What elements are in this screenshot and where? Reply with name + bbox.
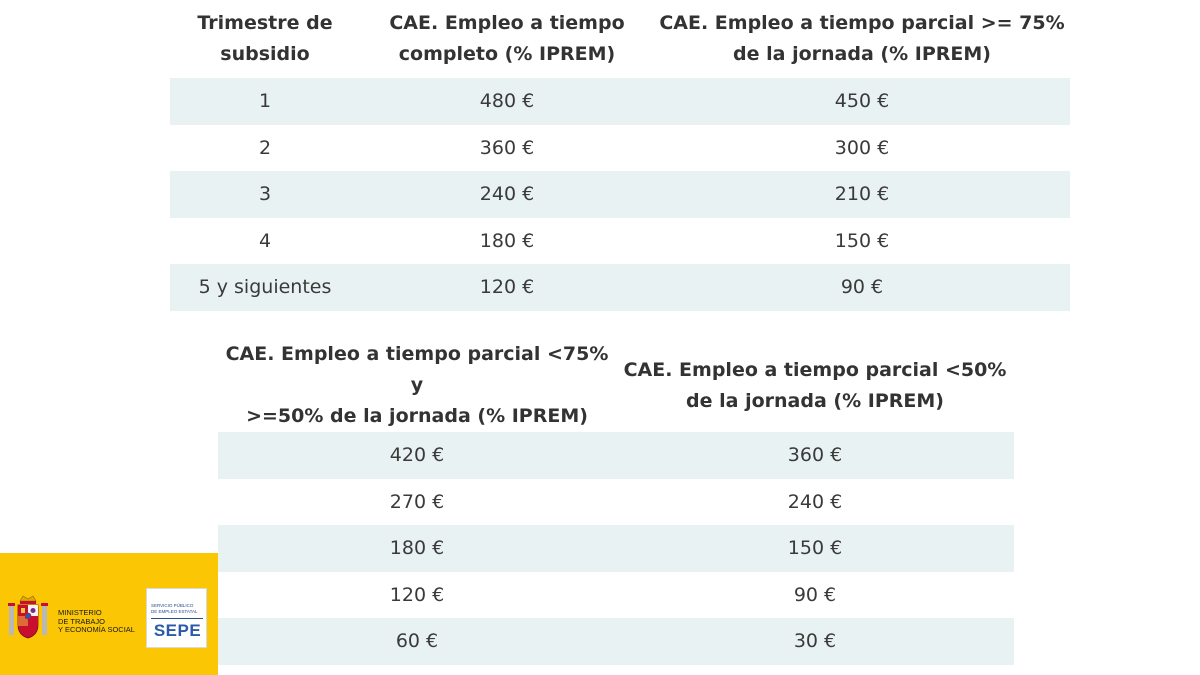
table-cell: 360 € (616, 432, 1014, 479)
table-cell: 2 (170, 125, 360, 172)
header-parcial-75-50: CAE. Empleo a tiempo parcial <75% y >=50% de la jornada (% IPREM) (225, 343, 609, 427)
ministry-name: MINISTERIO DE TRABAJO Y ECONOMÍA SOCIAL (58, 608, 135, 634)
header-trimestre: Trimestre de subsidio (197, 12, 333, 65)
table-cell: 180 € (360, 218, 654, 265)
table-row (218, 618, 1014, 665)
table-cell: 180 € (218, 525, 616, 572)
table-cell: 120 € (360, 264, 654, 311)
subsidy-table-2 (218, 339, 1014, 665)
table-cell: 30 € (616, 618, 1014, 665)
table-cell: 90 € (654, 264, 1070, 311)
sepe-full-name: SERVICIO PÚBLICO DE EMPLEO ESTATAL (151, 603, 198, 614)
table-row (170, 125, 1070, 172)
ministry-logo-band (0, 553, 218, 675)
table-cell: 120 € (218, 572, 616, 619)
table-cell: 450 € (654, 78, 1070, 125)
table-cell: 5 y siguientes (170, 264, 360, 311)
subsidy-table-1 (170, 0, 1070, 311)
header-parcial-75: CAE. Empleo a tiempo parcial >= 75% de la jornada (% IPREM) (659, 12, 1065, 65)
table-cell: 240 € (616, 479, 1014, 526)
table-cell: 210 € (654, 171, 1070, 218)
header-parcial-50: CAE. Empleo a tiempo parcial <50% de la jornada (% IPREM) (623, 358, 1007, 412)
table-row (170, 171, 1070, 218)
table-row (218, 525, 1014, 572)
table-row (218, 432, 1014, 479)
table-cell: 270 € (218, 479, 616, 526)
sepe-wordmark: SEPE (153, 621, 202, 640)
table-cell: 90 € (616, 572, 1014, 619)
table-cell: 360 € (360, 125, 654, 172)
table-cell: 300 € (654, 125, 1070, 172)
table-row (218, 479, 1014, 526)
table-cell: 150 € (654, 218, 1070, 265)
table-cell: 4 (170, 218, 360, 265)
table-cell: 1 (170, 78, 360, 125)
table-cell: 480 € (360, 78, 654, 125)
header-tiempo-completo: CAE. Empleo a tiempo completo (% IPREM) (389, 12, 625, 65)
table-cell: 420 € (218, 432, 616, 479)
spain-coat-of-arms-icon (7, 595, 49, 641)
table-cell: 60 € (218, 618, 616, 665)
table-row (170, 264, 1070, 311)
table-cell: 240 € (360, 171, 654, 218)
table-row (170, 78, 1070, 125)
table-cell: 150 € (616, 525, 1014, 572)
table-row (218, 572, 1014, 619)
table-header-row (170, 0, 1070, 78)
table-row (170, 218, 1070, 265)
sepe-logo (146, 588, 207, 648)
table-cell: 3 (170, 171, 360, 218)
sepe-divider (151, 618, 203, 619)
table-header-row (218, 339, 1014, 432)
